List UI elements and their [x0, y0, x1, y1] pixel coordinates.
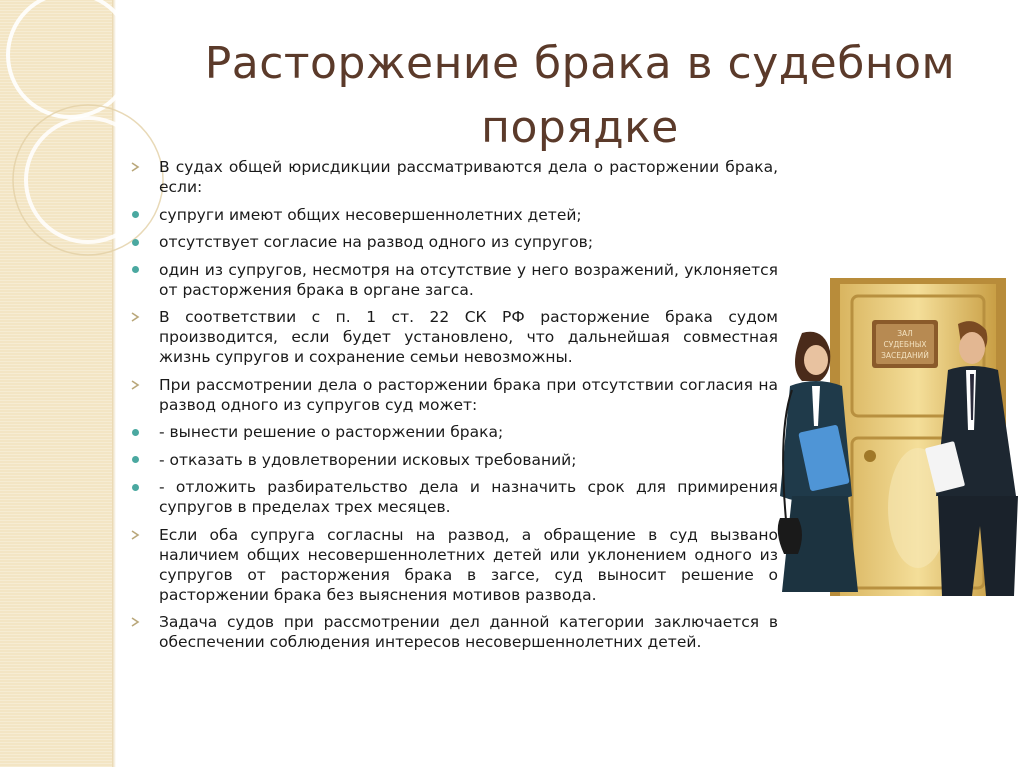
door-knob: [864, 450, 876, 462]
dot-bullet-icon: [128, 205, 142, 225]
bullet-text: - отказать в удовлетворении исковых требований;: [159, 450, 577, 469]
dot-bullet-icon: [128, 477, 142, 497]
bullet-text: В судах общей юрисдикции рассматриваются дела о расторжении брака, если:: [159, 158, 778, 196]
arrow-bullet-icon: [128, 307, 142, 327]
dot-bullet-icon: [128, 260, 142, 280]
bullet-item: [128, 205, 778, 225]
slide-title: Расторжение брака в судебном порядке: [204, 38, 956, 153]
handbag: [778, 518, 802, 554]
dot-bullet-icon: [128, 232, 142, 252]
dot-bullet-icon: [128, 422, 142, 442]
bullet-item: [128, 525, 778, 605]
bullet-list: [128, 157, 778, 660]
door-sign-text: ЗАЛ: [897, 329, 913, 338]
arrow-bullet-icon: [128, 612, 142, 632]
arrow-bullet-icon: [128, 157, 142, 177]
bullet-text: Если оба супруга согласны на развод, а обращение в суд вызвано наличием общих несовершеннолетних детей или уклонением одного из супругов от расторжения брака в загсе, суд выносит решение о расторжении брака без выяснения мотивов развода.: [159, 525, 778, 604]
bullet-item: [128, 422, 778, 442]
door-sign-text: ЗАСЕДАНИЙ: [881, 351, 929, 360]
bullet-item: [128, 260, 778, 300]
bullet-item: [128, 477, 778, 517]
bullet-item: [128, 307, 778, 367]
bullet-item: [128, 450, 778, 470]
bullet-text: отсутствует согласие на развод одного из супругов;: [159, 233, 594, 251]
bullet-item: [128, 375, 778, 415]
bullet-text: В соответствии с п. 1 ст. 22 СК РФ расторжение брака судом производится, если будет установлено, что дальнейшая совместная жизнь супругов и сохранение семьи невозможны.: [159, 308, 778, 366]
bullet-text: один из супругов, несмотря на отсутствие у него возражений, уклоняется от расторжения брака в органе загса.: [159, 260, 778, 299]
bullet-text: супруги имеют общих несовершеннолетних детей;: [159, 205, 582, 224]
bullet-item: [128, 232, 778, 252]
bullet-text: - вынести решение о расторжении брака;: [159, 423, 504, 441]
door-sign-text: СУДЕБНЫХ: [883, 340, 927, 349]
arrow-bullet-icon: [128, 525, 142, 545]
bullet-text: - отложить разбирательство дела и назначить срок для примирения супругов в пределах трех месяцев.: [159, 478, 778, 516]
bullet-item: [128, 157, 778, 197]
bullet-text: Задача судов при рассмотрении дел данной категории заключается в обеспечении соблюдения интересов несовершеннолетних детей.: [159, 613, 778, 651]
bullet-item: [128, 612, 778, 652]
dot-bullet-icon: [128, 450, 142, 470]
arrow-bullet-icon: [128, 375, 142, 395]
courtroom-illustration: [752, 278, 1020, 596]
bullet-text: При рассмотрении дела о расторжении брака при отсутствии согласия на развод одного из супругов суд может:: [159, 375, 778, 414]
